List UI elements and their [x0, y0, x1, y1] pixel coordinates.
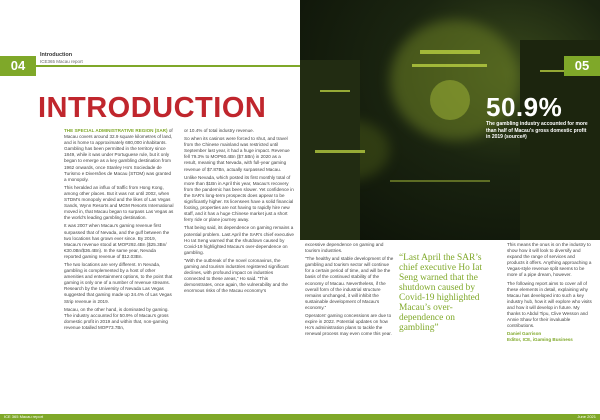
footer-date: June 2021: [577, 414, 596, 419]
section-label: Introduction: [40, 52, 73, 58]
lead-in: THE SPECIAL ADMINISTRATIVE REGION (SAR): [64, 128, 168, 133]
section-subtitle: ICE365 Macau report: [40, 59, 83, 64]
stat-value: 50.9%: [486, 92, 563, 122]
paragraph: The two locations are very different. In Nevada, gambling is complemented by a host of other amenities and entertainment options, to the point that gaming is only one of a number of revenue streams. Research by the University of Nevada Las Vegas suggested that gaming made up 34.4% of Las Vegas Strip revenue in 2019.: [64, 261, 173, 304]
page-footer: [0, 414, 600, 420]
paragraph: excessive dependence on gaming and tourism industries.: [305, 242, 384, 254]
footer-bar: [300, 414, 600, 420]
paragraph: This heralded an influx of traffic from Hong Kong, among other places. But it was not until 2002, when STDM’s monopoly ended and the likes of Las Vegas Sands, Wynn Resorts and MGM Resorts International moved in, that Macau began to surpass Las Vegas as the world’s leading gambling destination.: [64, 184, 174, 221]
paragraph: Unlike Nevada, which posted its first monthly total of more than $1Bn in April this year, Macau’s recovery from the pandemic has been slower. Yet confidence in the SAR’s long-term prospects does appear to be significantly higher. Its licensees have a solid financial footing, properties are not having to rapidly hire new staff, and it has a huge Chinese market just a short ferry ride or plane journey away.: [184, 174, 294, 223]
paragraph: “With the outbreak of the novel coronavirus, the gaming and tourism industries registered significant declines, with profound impact on industries connected to these areas,” Ho said. “This demonstrates, once again, the vulnerability and the enormous risks of the Macau economy’s: [184, 257, 289, 294]
photo-neon: [315, 150, 365, 153]
photo-neon: [420, 50, 480, 54]
byline: Daniel Garrison Editor, ICE, iGaming Business: [507, 331, 573, 343]
photo-neon: [412, 64, 487, 67]
paragraph: This means the onus is on the industry to show how it will look to diversify and expand the range of services and products it offers. Anything approaching a Vegas-style revenue split seems to be more of a pipe dream, however.: [507, 242, 592, 278]
pull-quote: “Last April the SAR’s chief executive Ho Iat Seng warned that the shutdown caused by Covid-19 highlighted Macau’s over-dependence on gambling”: [399, 253, 483, 333]
text-column-2: [184, 128, 294, 296]
paragraph: or 10.4% of total industry revenue.: [184, 128, 254, 133]
paragraph: So when its casinos were forced to shut, and travel from the Chinese mainland was restricted until September last year, it had a huge impact. Revenue fell 79.3% to MOP60.4Bn ($7.5Bn) in 2020 as a result, meaning that Nevada, with full-year gaming revenue of $7.87Bn, actually surpassed Macau.: [184, 136, 290, 172]
paragraph: Operators’ gaming concessions are due to expire in 2022. Potential updates on how Ho’s administration plans to tackle the renewal process may even come this year.: [305, 313, 392, 337]
footer-publication: ICE 365 Macau report: [4, 414, 44, 419]
paragraph: “The healthy and stable development of the gambling and tourism sector will continue for a certain period of time, and will be the basis of the continued stability of the economy of Macau. Nevertheless, if the overall form of the industrial structure remains unchanged, it will inhibit the sustainable development of Macau’s economy.”: [305, 256, 394, 310]
paragraph: That being said, its dependence on gaming remains a potential problem. Last April the SAR’s chief executive Ho Iat Seng warned that the shutdown caused by Covid-19 highlighted Macau’s over-dependence on gambling.: [184, 225, 294, 255]
header-rule: [36, 65, 300, 67]
page-number-right: 05: [564, 56, 600, 76]
paragraph: Macau, on the other hand, is dominated by gaming. The industry accounted for 50.9% of Macau’s gross domestic profit in 2019 and within that, non-gaming revenue totalled MOP73.7Bn,: [64, 306, 169, 330]
paragraph: [64, 128, 174, 183]
footer-bar: [0, 414, 300, 420]
text-column-4: [507, 242, 592, 346]
text-column-1: [64, 128, 174, 333]
paragraph: The following report aims to cover all of these elements in detail, explaining why Macau has developed into such a key industry hub, how it will explore who visits and how it will develop in future. My thanks to Abdul Tipu, Clive Wesson and Annie Shaw for their invaluable contributions.: [507, 280, 592, 329]
paragraph-text: of Macau covers around 32.9 square kilometres of land, and is home to approximately 680,000 inhabitants. Gambling has been permitted in the territory since 1849, while it was under Portuguese rule, but it only began to emerge as a key gambling destination from 1962 onwards, once Stanley Ho’s Sociedade de Turismo e Diversões de Macau (STDM) was granted a monopoly.: [64, 128, 173, 182]
stat-caption: The gambling industry accounted for more than half of Macau’s gross domestic profit in 2019 (source#): [486, 121, 588, 140]
photo-neon: [320, 90, 350, 92]
photo-neon: [390, 180, 490, 182]
text-column-3: [305, 242, 395, 339]
paragraph: It was 2007 when Macau’s gaming revenue first surpassed that of Nevada, and the gulf between the two locations has grown ever since. By 2019, Macau’s revenue stood at MOP292.4Bn ($25.3Bn/€30.0Bn/$36.4Bn). In the same year, Nevada reported gaming revenue of $12.03Bn.: [64, 223, 170, 259]
photo-neon: [430, 80, 470, 120]
page-title: INTRODUCTION: [38, 92, 267, 124]
page-number-left: 04: [0, 56, 36, 76]
